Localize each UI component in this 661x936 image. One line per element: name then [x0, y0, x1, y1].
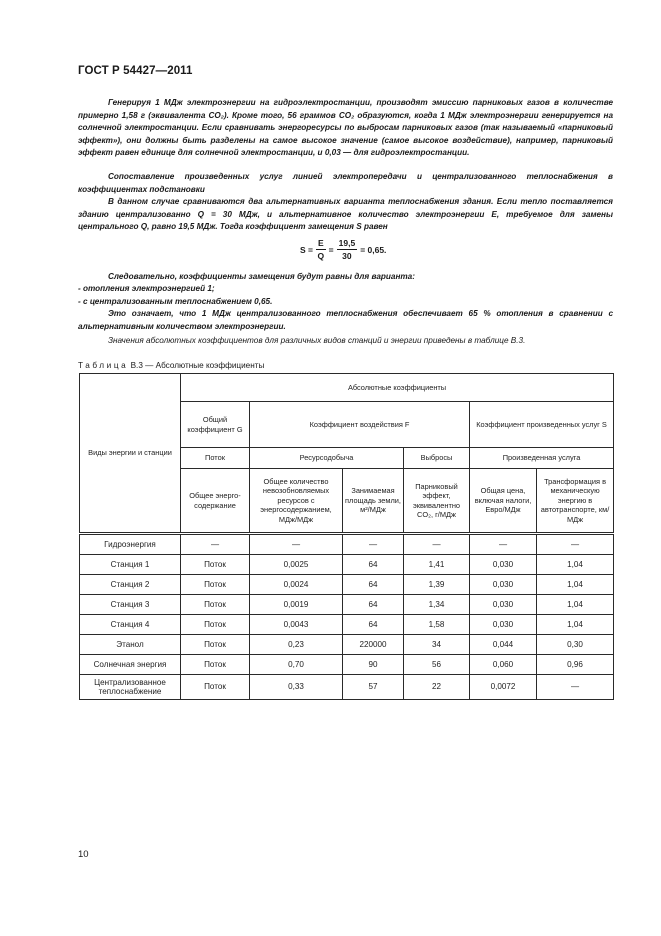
- document-header: ГОСТ Р 54427—2011: [78, 65, 193, 77]
- table-row: [80, 595, 614, 615]
- cell-ghg: 34: [404, 635, 470, 655]
- cell-energy-type: Этанол: [80, 635, 181, 655]
- cell-price: 0,044: [470, 635, 537, 655]
- cell-resources: 0,0043: [250, 615, 343, 635]
- cell-flow: Поток: [181, 595, 250, 615]
- cell-energy-type: Станция 4: [80, 615, 181, 635]
- header-total-price: Общая цена, включая налоги, Евро/МДж: [470, 469, 537, 534]
- cell-transform: 1,04: [537, 555, 614, 575]
- header-produced-service: Произведенная услуга: [470, 448, 614, 469]
- cell-energy-type: Солнечная энергия: [80, 655, 181, 675]
- cell-flow: Поток: [181, 555, 250, 575]
- paragraph-greenhouse-text: Генерируя 1 МДж электроэнергии на гидроэлектростанции, производят эмиссию парниковых газов в количестве примерно 1,58 г (эквивалента CO₂). Кроме того, 56 граммов CO₂ образуются, когда 1 МДж электроэнергии генерируется на солнечной электростанции. Если сравнивать энергоресурсы по выбросам парниковых газов (так называемый «парниковый эффект»), они должны быть разделены на самое высокое значение (самое высокое воздействие), например, парниковый эффект равен единице для солнечной электростанции, и 0,03 — для гидроэлектростанции.: [78, 98, 613, 158]
- formula-fraction-symbolic: [316, 238, 326, 261]
- paragraph-meaning-text: Это означает, что 1 МДж централизованного теплоснабжения обеспечивает 65 % отопления в сравнении с альтернативным количеством электроэнергии.: [78, 309, 613, 331]
- cell-land: 57: [343, 675, 404, 700]
- cell-price: 0,030: [470, 555, 537, 575]
- paragraph-consequently: [78, 271, 613, 284]
- page-number: 10: [78, 849, 89, 860]
- list-item-electric-heating: [78, 283, 613, 296]
- header-absolute-coefficients: Абсолютные коэффициенты: [181, 374, 614, 402]
- paragraph-comparison-heading-text: Сопоставление произведенных услуг линией электропередачи и централизованного теплоснабжения в коэффициентах подстановки: [78, 172, 613, 194]
- formula-denominator-q: Q: [317, 251, 325, 261]
- header-energy-types: Виды энергии и станции: [80, 374, 181, 534]
- cell-price: —: [470, 534, 537, 555]
- list-item-electric-heating-text: - отопления электроэнергией 1;: [78, 284, 215, 293]
- cell-land: 220000: [343, 635, 404, 655]
- header-total-energy-content: Общее энерго-содержание: [181, 469, 250, 534]
- paragraph-comparison-heading: [78, 171, 613, 196]
- paragraph-heating-variants-text: В данном случае сравниваются два альтернативных варианта теплоснабжения здания. Если тепло поставляется зданию централизованно Q = 30 МДж, и альтернативное количество электроэнергии E, требуемое для замены центрального Q, равно 19,5 МДж. Тогда коэффициент замещения S равен: [78, 197, 613, 232]
- cell-resources: 0,23: [250, 635, 343, 655]
- cell-transform: —: [537, 675, 614, 700]
- absolute-coefficients-table: [79, 373, 614, 700]
- cell-flow: Поток: [181, 615, 250, 635]
- header-flow: Поток: [181, 448, 250, 469]
- cell-resources: 0,0019: [250, 595, 343, 615]
- cell-resources: —: [250, 534, 343, 555]
- formula-result: = 0,65.: [360, 244, 387, 255]
- cell-price: 0,030: [470, 595, 537, 615]
- cell-transform: 1,04: [537, 575, 614, 595]
- paragraph-greenhouse: [78, 97, 613, 160]
- cell-price: 0,0072: [470, 675, 537, 700]
- cell-flow: Поток: [181, 635, 250, 655]
- formula-denominator-value: 30: [342, 251, 352, 261]
- cell-energy-type: Станция 1: [80, 555, 181, 575]
- cell-flow: Поток: [181, 675, 250, 700]
- cell-price: 0,030: [470, 615, 537, 635]
- formula-numerator-value: 19,5: [338, 238, 356, 248]
- table-row: [80, 615, 614, 635]
- cell-price: 0,060: [470, 655, 537, 675]
- header-greenhouse-effect: Парниковый эффект, эквивалентно CO₂, г/МДж: [404, 469, 470, 534]
- table-row: [80, 575, 614, 595]
- header-service-coefficient-s: Коэффициент произведенных услуг S: [470, 402, 614, 448]
- table-row: [80, 635, 614, 655]
- cell-resources: 0,0025: [250, 555, 343, 575]
- table-caption-title: В.3 — Абсолютные коэффициенты: [128, 361, 265, 370]
- cell-energy-type: Станция 3: [80, 595, 181, 615]
- header-nonrenewable-resources: Общее количество невозобновляемых ресурсов с энергосодержанием, МДж/МДж: [250, 469, 343, 534]
- cell-transform: —: [537, 534, 614, 555]
- cell-transform: 0,96: [537, 655, 614, 675]
- cell-energy-type: Гидроэнергия: [80, 534, 181, 555]
- formula-numerator-e: E: [318, 238, 324, 248]
- paragraph-heating-variants: [78, 196, 613, 234]
- cell-ghg: 56: [404, 655, 470, 675]
- cell-ghg: 22: [404, 675, 470, 700]
- table-row: [80, 555, 614, 575]
- cell-land: —: [343, 534, 404, 555]
- substitution-formula: [300, 238, 386, 261]
- cell-energy-type: Станция 2: [80, 575, 181, 595]
- cell-land: 90: [343, 655, 404, 675]
- cell-ghg: 1,58: [404, 615, 470, 635]
- header-total-coefficient-g: Общий коэффициент G: [181, 402, 250, 448]
- cell-land: 64: [343, 595, 404, 615]
- cell-ghg: 1,34: [404, 595, 470, 615]
- header-land-area: Занимаемая площадь земли, м²/МДж: [343, 469, 404, 534]
- list-item-district-heating-text: - с централизованным теплоснабжением 0,65.: [78, 297, 273, 306]
- cell-resources: 0,70: [250, 655, 343, 675]
- paragraph-meaning: [78, 308, 613, 333]
- header-emissions: Выбросы: [404, 448, 470, 469]
- cell-flow: Поток: [181, 655, 250, 675]
- cell-transform: 0,30: [537, 635, 614, 655]
- cell-resources: 0,0024: [250, 575, 343, 595]
- cell-energy-type: Централизованное теплоснабжение: [80, 675, 181, 700]
- formula-lhs: S =: [300, 244, 313, 255]
- table-reference-note: Значения абсолютных коэффициентов для различных видов станций и энергии приведены в таблице В.3.: [108, 336, 526, 345]
- table-header-row-1: [80, 374, 614, 402]
- cell-flow: —: [181, 534, 250, 555]
- cell-ghg: 1,41: [404, 555, 470, 575]
- formula-equals: =: [328, 244, 334, 255]
- cell-price: 0,030: [470, 575, 537, 595]
- cell-land: 64: [343, 555, 404, 575]
- table-caption-word: Таблица: [78, 361, 129, 370]
- cell-land: 64: [343, 615, 404, 635]
- paragraph-consequently-text: Следовательно, коэффициенты замещения будут равны для варианта:: [108, 272, 415, 281]
- cell-flow: Поток: [181, 575, 250, 595]
- list-item-district-heating: [78, 296, 613, 309]
- table-row: [80, 655, 614, 675]
- cell-land: 64: [343, 575, 404, 595]
- cell-transform: 1,04: [537, 615, 614, 635]
- table-row: [80, 675, 614, 700]
- cell-ghg: —: [404, 534, 470, 555]
- formula-fraction-numeric: [337, 238, 358, 261]
- cell-transform: 1,04: [537, 595, 614, 615]
- header-resource-extraction: Ресурсодобыча: [250, 448, 404, 469]
- cell-ghg: 1,39: [404, 575, 470, 595]
- cell-resources: 0,33: [250, 675, 343, 700]
- table-row: [80, 534, 614, 555]
- header-mechanical-transform: Трансформация в механическую энергию в автотранспорте, км/МДж: [537, 469, 614, 534]
- header-impact-coefficient-f: Коэффициент воздействия F: [250, 402, 470, 448]
- table-caption: [78, 361, 264, 370]
